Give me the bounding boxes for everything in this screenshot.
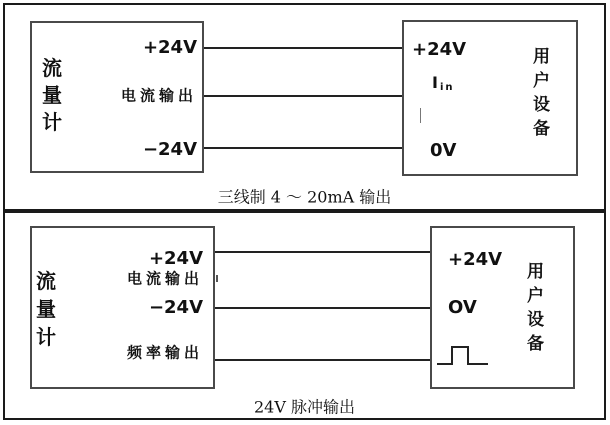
flowmeter-label-top: 流量计 [42, 56, 62, 134]
flowmeter-label-bottom: 流量计 [36, 269, 56, 349]
terminal-plus24-label-fm-top: +24V [142, 37, 197, 58]
user-device-label-bottom: 用户设备 [527, 262, 544, 354]
wire-plus24-bottom [215, 251, 430, 253]
wire-plus24-top [204, 47, 402, 49]
wire-minus24-top [204, 147, 402, 149]
terminal-plus24-label-ud-bottom: +24V [448, 249, 503, 270]
user-device-label-top: 用户设备 [533, 47, 550, 139]
terminal-frequency-output-label: 频率输出 [126, 343, 203, 362]
terminal-current-output-label-bottom: 电流输出 [126, 269, 203, 288]
terminal-minus24-label-fm-bottom: −24V [148, 297, 203, 318]
terminal-plus24-label-ud-top: +24V [412, 39, 467, 60]
terminal-iin-label [432, 75, 453, 91]
iin-symbol: I [432, 73, 438, 92]
terminal-plus24-label-fm-bottom: +24V [148, 248, 203, 269]
terminal-0v-label-ud-bottom: OV [448, 297, 477, 318]
wire-0v-bottom [215, 307, 430, 309]
caption-pulse-output: 24V 脉冲输出 [253, 397, 355, 417]
current-output-stub-mark [216, 275, 218, 282]
wire-current-top [204, 95, 402, 97]
terminal-0v-label-ud-top: 0V [430, 140, 457, 161]
pulse-waveform-icon [436, 343, 490, 368]
iin-subscript: in [439, 82, 455, 93]
stray-mark-top [420, 108, 421, 123]
terminal-minus24-label-fm-top: −24V [142, 139, 197, 160]
wire-frequency-bottom [215, 359, 430, 361]
terminal-current-output-label-top: 电流输出 [120, 86, 197, 105]
panel-divider [3, 209, 606, 213]
caption-three-wire-output: 三线制 4 ～ 20mA 输出 [217, 187, 392, 207]
